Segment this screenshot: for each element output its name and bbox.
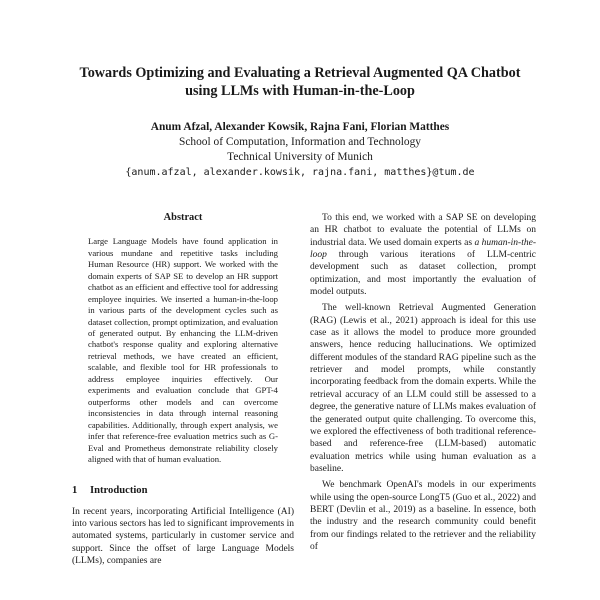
paragraph-text: To this end, we worked with a SAP SE on developing an HR chatbot to evaluate the potential of LLMs on industrial data. We used domain experts as [310, 213, 536, 248]
affiliation-university: Technical University of Munich [227, 151, 373, 163]
paragraph-hr-chatbot [310, 212, 536, 298]
affiliation-school: School of Computation, Information and Technology [179, 136, 421, 148]
right-column [310, 212, 536, 557]
paper-title [60, 64, 540, 100]
emphasis-human-in-the-loop: a human-in-the-loop [310, 237, 536, 261]
intro-paragraph: In recent years, incorporating Artificial Intelligence (AI) into various sectors has led to significant improvements in automated systems, particularly in customer service and support. Since the offset of large Language Models (LLMs), companies are [72, 506, 294, 567]
author-block [60, 120, 540, 180]
abstract-text: Large Language Models have found application in various mundane and repetitive tasks including Human Resource (HR) support. We worked with the domain experts of SAP SE to develop an HR support chatbot as an efficient and effective tool for addressing employee inquiries. We inserted a human-in-the-loop in various parts of the development cycles such as dataset collection, prompt optimization, and evaluation of generated output. By enhancing the LLM-driven chatbot's response quality and exploring alternative retrieval methods, we have created an efficient, scalable, and flexible tool for HR professionals to address employee inquiries effectively. Our experiments and evaluation conclude that GPT-4 outperforms other models and can overcome inconsistencies in data through internal reasoning capabilities. Additionally, through expert analysis, we infer that reference-free evaluation metrics such as G-Eval and Prometheus demonstrate reliability closely aligned with that of human evaluation. [88, 236, 278, 464]
left-column [72, 212, 294, 571]
paragraph-rag: The well-known Retrieval Augmented Generation (RAG) (Lewis et al., 2021) approach is ideal for this use case as it allows the model to produce more grounded answers, hence reducing hallucinations. We optimized different modules of the standard RAG pipeline such as the retriever and model prompts, while constantly incorporating feedback from the domain experts. While the retrieval accuracy of an LLM could still be assessed to a degree, the generative nature of LLMs makes evaluation of the generated output quite challenging. To overcome this, we explored the effectiveness of both traditional reference-based and reference-free (LLM-based) automatic evaluation metrics while using human evaluation as a baseline. [310, 303, 536, 474]
paragraph-benchmark: We benchmark OpenAI's models in our experiments while using the open-source LongT5 (Guo et al., 2022) and BERT (Devlin et al., 2019) as a baseline. In essence, both the industry and the research community could benefit from our findings related to the retriever and the reliability of [310, 480, 536, 552]
abstract-heading: Abstract [163, 212, 203, 223]
author-names: Anum Afzal, Alexander Kowsik, Rajna Fani, Florian Matthes [150, 121, 450, 133]
title-line-1: Towards Optimizing and Evaluating a Retrieval Augmented QA Chatbot [79, 65, 521, 81]
section-heading-introduction [72, 485, 294, 497]
section-number: 1 [72, 485, 78, 497]
section-title: Introduction [90, 485, 148, 497]
author-emails: {anum.afzal, alexander.kowsik, rajna.fani, matthes}@tum.de [125, 167, 475, 178]
paragraph-text: through various iterations of LLM-centric development such as dataset collection, prompt optimization, and most importantly the evaluation of model outputs. [310, 250, 536, 298]
title-line-2: using LLMs with Human-in-the-Loop [185, 83, 415, 99]
